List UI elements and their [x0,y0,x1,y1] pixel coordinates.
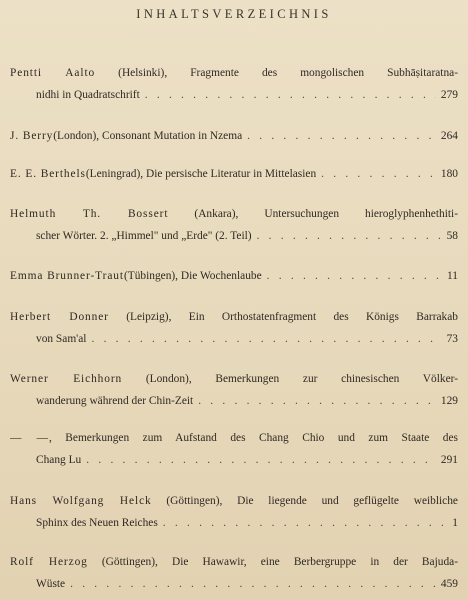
entry-title-continuation: wanderung während der Chin-Zeit [36,395,194,407]
entry-line-1 [10,490,458,512]
toc-entry [10,163,458,185]
toc-entry [10,490,458,534]
entry-title-start: (Leipzig), Ein Orthostatenfragment des Königs Barrakab [108,311,458,323]
toc-entry [10,265,458,287]
entry-title-continuation: Chang Lu [36,454,82,466]
entry-title: (Leningrad), Die persische Literatur in Mittelasien [85,168,317,180]
toc-entry [10,427,458,471]
toc-entry [10,125,458,147]
entry-author: — — [10,432,49,444]
entry-page-number: 73 [446,333,458,345]
entry-author: Werner Eichhorn [10,373,123,385]
dot-leader [145,84,436,106]
entry-line-1 [10,368,458,390]
toc-entry [10,203,458,247]
entry-line-2 [10,84,458,106]
entry-title-continuation: scher Wörter. 2. „Himmel" und „Erde" (2. Teil) [36,230,252,242]
entry-line-1 [10,306,458,328]
entry-title-start: (Ankara), Untersuchungen hieroglyphenhethiti- [168,208,458,220]
entry-title-start: (London), Bemerkungen zur chinesischen Völker- [122,373,458,385]
entry-line-1 [10,163,458,185]
dot-leader [267,265,442,287]
entry-line-1 [10,551,458,573]
entry-title-start: (Göttingen), Die Hawawir, eine Berbergruppe in der Bajuda- [87,556,458,568]
entry-line-2 [10,390,458,412]
entry-page-number: 459 [440,578,458,590]
entry-author: E. E. Berthels [10,168,86,180]
entry-author: Herbert Donner [10,311,109,323]
toc-entry [10,306,458,350]
entry-line-1 [10,265,458,287]
entry-author: Pentti Aalto [10,67,96,79]
entry-line-2 [10,512,458,534]
entry-author: Emma Brunner-Traut [10,270,124,282]
entry-title: (Tübingen), Die Wochenlaube [123,270,262,282]
dot-leader [70,573,436,595]
entry-title-continuation: Sphinx des Neuen Reiches [36,517,158,529]
entry-title-continuation: Wüste [36,578,66,590]
entry-title-start: , Bemerkungen zum Aufstand des Chang Chio und zum Staate des [48,432,458,444]
entry-line-2 [10,225,458,247]
entry-author: Hans Wolfgang Helck [10,495,152,507]
entry-title-continuation: nidhi in Quadratschrift [36,89,140,101]
entry-author: Helmuth Th. Bossert [10,208,169,220]
toc-entry [10,62,458,106]
entry-title-continuation: von Sam'al [36,333,87,345]
dot-leader [86,449,436,471]
entry-title-start: (Göttingen), Die liegende und geflügelte weibliche [151,495,458,507]
entry-page-number: 1 [452,517,458,529]
entry-line-1 [10,203,458,225]
entry-author: Rolf Herzog [10,556,88,568]
entry-line-1 [10,427,458,449]
entry-line-2 [10,449,458,471]
dot-leader [257,225,442,247]
toc-entry [10,551,458,595]
dot-leader [163,512,448,534]
entry-page-number: 58 [446,230,458,242]
dot-leader [247,125,436,147]
toc-entry [10,368,458,412]
dot-leader [198,390,436,412]
dot-leader [91,328,441,350]
entry-author: J. Berry [10,130,54,142]
entry-page-number: 11 [447,270,458,282]
entry-page-number: 129 [440,395,458,407]
entry-title: (London), Consonant Mutation in Nzema [53,130,243,142]
entry-page-number: 264 [440,130,458,142]
entry-page-number: 291 [440,454,458,466]
dot-leader [321,163,436,185]
entry-line-1 [10,125,458,147]
entry-title-start: (Helsinki), Fragmente des mongolischen Subhāṣitaratna- [95,67,458,79]
entry-line-1 [10,62,458,84]
toc-heading: INHALTSVERZEICHNIS [136,7,332,21]
entry-page-number: 180 [440,168,458,180]
entry-line-2 [10,328,458,350]
entry-line-2 [10,573,458,595]
entry-page-number: 279 [440,89,458,101]
